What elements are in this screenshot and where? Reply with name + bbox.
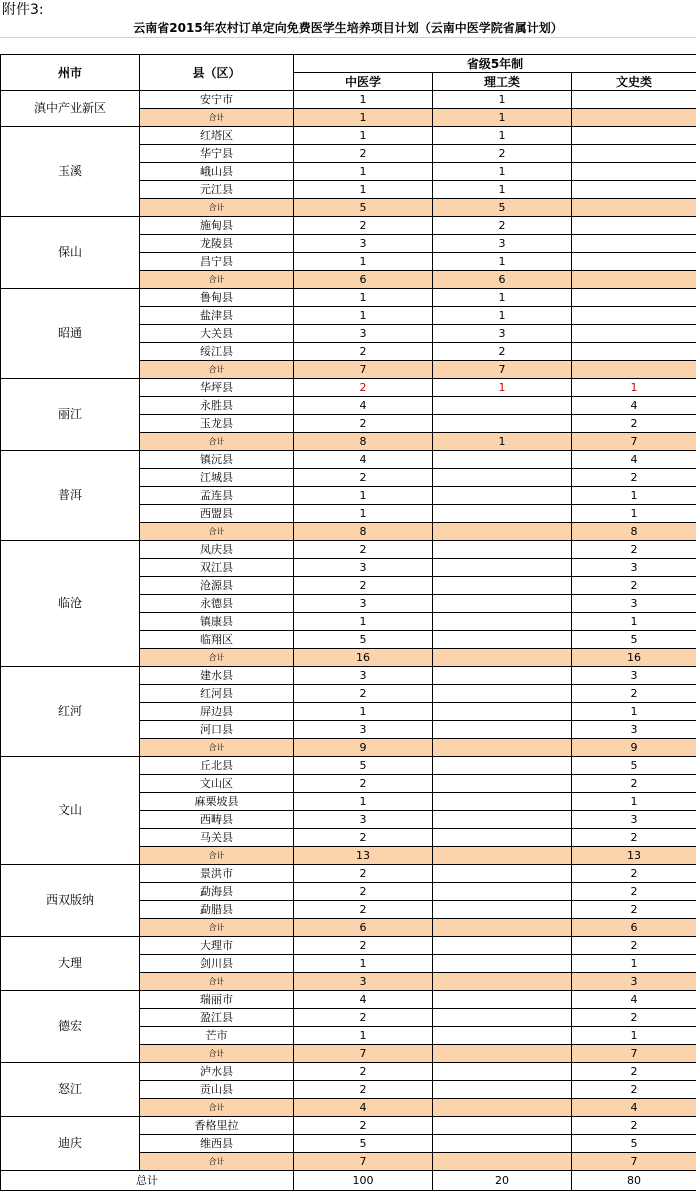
subtotal-label: 合计 — [140, 649, 294, 667]
arts-cell: 3 — [572, 559, 696, 577]
science-cell — [433, 721, 572, 739]
arts-cell: 2 — [572, 775, 696, 793]
county-cell: 芒市 — [140, 1027, 294, 1045]
tcm-cell: 3 — [294, 595, 433, 613]
science-cell: 1 — [433, 307, 572, 325]
tcm-cell: 2 — [294, 343, 433, 361]
subtotal-label: 合计 — [140, 1045, 294, 1063]
arts-cell: 3 — [572, 595, 696, 613]
header-tcm: 中医学 — [294, 73, 433, 91]
tcm-cell: 1 — [294, 505, 433, 523]
science-cell — [433, 541, 572, 559]
tcm-cell: 2 — [294, 1117, 433, 1135]
arts-cell — [572, 163, 696, 181]
county-cell: 华宁县 — [140, 145, 294, 163]
prefecture-cell: 红河 — [1, 667, 140, 757]
science-cell: 1 — [433, 91, 572, 109]
arts-cell: 2 — [572, 685, 696, 703]
subtotal-arts: 7 — [572, 1045, 696, 1063]
subtotal-tcm: 6 — [294, 271, 433, 289]
science-cell — [433, 703, 572, 721]
subtotal-tcm: 8 — [294, 523, 433, 541]
document-title: 云南省2015年农村订单定向免费医学生培养项目计划（云南中医学院省属计划） — [0, 19, 696, 37]
header-prefecture: 州市 — [1, 55, 140, 91]
science-cell — [433, 631, 572, 649]
plan-table — [0, 54, 696, 1191]
county-cell: 大关县 — [140, 325, 294, 343]
science-cell — [433, 901, 572, 919]
arts-cell: 1 — [572, 955, 696, 973]
tcm-cell: 5 — [294, 757, 433, 775]
header-row — [1, 55, 696, 73]
prefecture-cell: 大理 — [1, 937, 140, 991]
table-row — [1, 451, 696, 469]
subtotal-arts — [572, 199, 696, 217]
county-cell: 江城县 — [140, 469, 294, 487]
total-tcm: 100 — [294, 1171, 433, 1191]
arts-cell: 1 — [572, 487, 696, 505]
prefecture-cell: 西双版纳 — [1, 865, 140, 937]
tcm-cell: 2 — [294, 415, 433, 433]
arts-cell: 3 — [572, 721, 696, 739]
prefecture-cell: 德宏 — [1, 991, 140, 1063]
subtotal-label: 合计 — [140, 109, 294, 127]
science-cell — [433, 397, 572, 415]
header-science: 理工类 — [433, 73, 572, 91]
subtotal-science: 1 — [433, 109, 572, 127]
arts-cell: 2 — [572, 415, 696, 433]
arts-cell: 2 — [572, 1063, 696, 1081]
arts-cell — [572, 307, 696, 325]
subtotal-tcm: 7 — [294, 1045, 433, 1063]
subtotal-arts: 7 — [572, 1153, 696, 1171]
tcm-cell: 2 — [294, 541, 433, 559]
subtotal-tcm: 16 — [294, 649, 433, 667]
science-cell: 3 — [433, 235, 572, 253]
arts-cell — [572, 217, 696, 235]
science-cell — [433, 1081, 572, 1099]
arts-cell: 1 — [572, 505, 696, 523]
table-row — [1, 217, 696, 235]
arts-cell — [572, 289, 696, 307]
table-row — [1, 1117, 696, 1135]
subtotal-label: 合计 — [140, 523, 294, 541]
prefecture-cell: 普洱 — [1, 451, 140, 541]
county-cell: 麻栗坡县 — [140, 793, 294, 811]
tcm-cell: 5 — [294, 1135, 433, 1153]
tcm-cell: 1 — [294, 181, 433, 199]
county-cell: 河口县 — [140, 721, 294, 739]
prefecture-cell: 怒江 — [1, 1063, 140, 1117]
subtotal-label: 合计 — [140, 919, 294, 937]
county-cell: 鲁甸县 — [140, 289, 294, 307]
county-cell: 华坪县 — [140, 379, 294, 397]
table-row — [1, 865, 696, 883]
county-cell: 大理市 — [140, 937, 294, 955]
science-cell — [433, 829, 572, 847]
science-cell — [433, 955, 572, 973]
science-cell: 1 — [433, 127, 572, 145]
science-cell — [433, 1135, 572, 1153]
tcm-cell: 2 — [294, 469, 433, 487]
subtotal-science: 1 — [433, 433, 572, 451]
tcm-cell: 2 — [294, 379, 433, 397]
table-row — [1, 991, 696, 1009]
subtotal-science — [433, 739, 572, 757]
arts-cell: 4 — [572, 451, 696, 469]
tcm-cell: 3 — [294, 325, 433, 343]
total-label: 总计 — [1, 1171, 294, 1191]
arts-cell: 1 — [572, 379, 696, 397]
total-row — [1, 1171, 696, 1191]
tcm-cell: 2 — [294, 865, 433, 883]
science-cell — [433, 757, 572, 775]
subtotal-science — [433, 1045, 572, 1063]
tcm-cell: 2 — [294, 1063, 433, 1081]
arts-cell: 2 — [572, 901, 696, 919]
science-cell — [433, 577, 572, 595]
science-cell — [433, 775, 572, 793]
county-cell: 香格里拉 — [140, 1117, 294, 1135]
subtotal-tcm: 3 — [294, 973, 433, 991]
county-cell: 昌宁县 — [140, 253, 294, 271]
subtotal-science — [433, 523, 572, 541]
arts-cell — [572, 127, 696, 145]
subtotal-tcm: 4 — [294, 1099, 433, 1117]
subtotal-label: 合计 — [140, 199, 294, 217]
table-row — [1, 937, 696, 955]
tcm-cell: 2 — [294, 577, 433, 595]
subtotal-science — [433, 973, 572, 991]
subtotal-tcm: 1 — [294, 109, 433, 127]
county-cell: 安宁市 — [140, 91, 294, 109]
subtotal-label: 合计 — [140, 271, 294, 289]
arts-cell: 2 — [572, 883, 696, 901]
county-cell: 沧源县 — [140, 577, 294, 595]
science-cell: 2 — [433, 343, 572, 361]
science-cell — [433, 685, 572, 703]
science-cell — [433, 793, 572, 811]
subtotal-arts — [572, 109, 696, 127]
table-row — [1, 91, 696, 109]
science-cell — [433, 505, 572, 523]
tcm-cell: 3 — [294, 559, 433, 577]
science-cell: 1 — [433, 289, 572, 307]
subtotal-tcm: 5 — [294, 199, 433, 217]
arts-cell: 2 — [572, 937, 696, 955]
county-cell: 镇康县 — [140, 613, 294, 631]
science-cell: 1 — [433, 253, 572, 271]
subtotal-arts: 13 — [572, 847, 696, 865]
arts-cell: 2 — [572, 1117, 696, 1135]
arts-cell: 4 — [572, 991, 696, 1009]
arts-cell: 2 — [572, 829, 696, 847]
tcm-cell: 3 — [294, 811, 433, 829]
subtotal-label: 合计 — [140, 1099, 294, 1117]
subtotal-science — [433, 649, 572, 667]
science-cell: 1 — [433, 163, 572, 181]
subtotal-tcm: 8 — [294, 433, 433, 451]
table-row — [1, 541, 696, 559]
subtotal-science — [433, 847, 572, 865]
prefecture-cell: 滇中产业新区 — [1, 91, 140, 127]
prefecture-cell: 保山 — [1, 217, 140, 289]
arts-cell: 5 — [572, 1135, 696, 1153]
county-cell: 西盟县 — [140, 505, 294, 523]
county-cell: 文山区 — [140, 775, 294, 793]
tcm-cell: 2 — [294, 775, 433, 793]
science-cell: 2 — [433, 217, 572, 235]
science-cell — [433, 415, 572, 433]
table-row — [1, 667, 696, 685]
science-cell — [433, 1027, 572, 1045]
header-county: 县（区） — [140, 55, 294, 91]
annex-label: 附件3: — [2, 1, 44, 19]
county-cell: 临翔区 — [140, 631, 294, 649]
subtotal-tcm: 7 — [294, 361, 433, 379]
county-cell: 镇沅县 — [140, 451, 294, 469]
arts-cell: 1 — [572, 1027, 696, 1045]
arts-cell: 2 — [572, 541, 696, 559]
arts-cell: 3 — [572, 667, 696, 685]
county-cell: 屏边县 — [140, 703, 294, 721]
county-cell: 元江县 — [140, 181, 294, 199]
tcm-cell: 2 — [294, 901, 433, 919]
tcm-cell: 2 — [294, 685, 433, 703]
tcm-cell: 3 — [294, 667, 433, 685]
county-cell: 维西县 — [140, 1135, 294, 1153]
arts-cell: 5 — [572, 757, 696, 775]
county-cell: 施甸县 — [140, 217, 294, 235]
county-cell: 永德县 — [140, 595, 294, 613]
prefecture-cell: 昭通 — [1, 289, 140, 379]
tcm-cell: 1 — [294, 91, 433, 109]
arts-cell — [572, 91, 696, 109]
arts-cell — [572, 325, 696, 343]
arts-cell: 1 — [572, 613, 696, 631]
table-row — [1, 289, 696, 307]
subtotal-arts: 8 — [572, 523, 696, 541]
subtotal-arts: 16 — [572, 649, 696, 667]
county-cell: 建水县 — [140, 667, 294, 685]
county-cell: 盐津县 — [140, 307, 294, 325]
arts-cell: 2 — [572, 577, 696, 595]
county-cell: 泸水县 — [140, 1063, 294, 1081]
subtotal-tcm: 7 — [294, 1153, 433, 1171]
arts-cell: 2 — [572, 865, 696, 883]
county-cell: 马关县 — [140, 829, 294, 847]
table-row — [1, 1063, 696, 1081]
tcm-cell: 5 — [294, 631, 433, 649]
prefecture-cell: 文山 — [1, 757, 140, 865]
tcm-cell: 3 — [294, 721, 433, 739]
science-cell — [433, 1063, 572, 1081]
subtotal-arts: 6 — [572, 919, 696, 937]
county-cell: 玉龙县 — [140, 415, 294, 433]
county-cell: 贡山县 — [140, 1081, 294, 1099]
science-cell — [433, 991, 572, 1009]
tcm-cell: 1 — [294, 703, 433, 721]
arts-cell — [572, 181, 696, 199]
total-science: 20 — [433, 1171, 572, 1191]
tcm-cell: 1 — [294, 1027, 433, 1045]
tcm-cell: 1 — [294, 307, 433, 325]
header-program-group: 省级5年制 — [294, 55, 696, 73]
tcm-cell: 1 — [294, 793, 433, 811]
science-cell — [433, 595, 572, 613]
prefecture-cell: 玉溪 — [1, 127, 140, 217]
tcm-cell: 1 — [294, 253, 433, 271]
tcm-cell: 1 — [294, 127, 433, 145]
science-cell — [433, 469, 572, 487]
county-cell: 红塔区 — [140, 127, 294, 145]
tcm-cell: 2 — [294, 145, 433, 163]
total-arts: 80 — [572, 1171, 696, 1191]
subtotal-label: 合计 — [140, 1153, 294, 1171]
tcm-cell: 2 — [294, 883, 433, 901]
subtotal-arts: 4 — [572, 1099, 696, 1117]
county-cell: 绥江县 — [140, 343, 294, 361]
science-cell — [433, 811, 572, 829]
arts-cell: 4 — [572, 397, 696, 415]
county-cell: 丘北县 — [140, 757, 294, 775]
tcm-cell: 4 — [294, 397, 433, 415]
tcm-cell: 1 — [294, 289, 433, 307]
county-cell: 孟连县 — [140, 487, 294, 505]
tcm-cell: 2 — [294, 1081, 433, 1099]
science-cell — [433, 865, 572, 883]
county-cell: 勐腊县 — [140, 901, 294, 919]
table-row — [1, 757, 696, 775]
arts-cell: 2 — [572, 1081, 696, 1099]
tcm-cell: 4 — [294, 991, 433, 1009]
arts-cell: 3 — [572, 811, 696, 829]
arts-cell: 2 — [572, 1009, 696, 1027]
subtotal-science: 5 — [433, 199, 572, 217]
header-arts: 文史类 — [572, 73, 696, 91]
subtotal-tcm: 9 — [294, 739, 433, 757]
tcm-cell: 1 — [294, 163, 433, 181]
subtotal-label: 合计 — [140, 739, 294, 757]
science-cell: 1 — [433, 181, 572, 199]
subtotal-tcm: 6 — [294, 919, 433, 937]
subtotal-science — [433, 1099, 572, 1117]
prefecture-cell: 迪庆 — [1, 1117, 140, 1171]
plan-body — [1, 91, 696, 1191]
science-cell — [433, 1117, 572, 1135]
table-row — [1, 127, 696, 145]
prefecture-cell: 丽江 — [1, 379, 140, 451]
subtotal-arts — [572, 271, 696, 289]
subtotal-label: 合计 — [140, 847, 294, 865]
prefecture-cell: 临沧 — [1, 541, 140, 667]
county-cell: 盈江县 — [140, 1009, 294, 1027]
science-cell — [433, 1009, 572, 1027]
table-row — [1, 379, 696, 397]
subtotal-science: 7 — [433, 361, 572, 379]
county-cell: 剑川县 — [140, 955, 294, 973]
subtotal-science: 6 — [433, 271, 572, 289]
arts-cell — [572, 343, 696, 361]
arts-cell: 5 — [572, 631, 696, 649]
science-cell — [433, 487, 572, 505]
subtotal-science — [433, 919, 572, 937]
tcm-cell: 2 — [294, 829, 433, 847]
tcm-cell: 3 — [294, 235, 433, 253]
science-cell — [433, 937, 572, 955]
county-cell: 景洪市 — [140, 865, 294, 883]
county-cell: 瑞丽市 — [140, 991, 294, 1009]
subtotal-arts: 3 — [572, 973, 696, 991]
tcm-cell: 2 — [294, 217, 433, 235]
county-cell: 龙陵县 — [140, 235, 294, 253]
subtotal-arts: 7 — [572, 433, 696, 451]
subtotal-tcm: 13 — [294, 847, 433, 865]
arts-cell — [572, 235, 696, 253]
tcm-cell: 1 — [294, 613, 433, 631]
county-cell: 勐海县 — [140, 883, 294, 901]
science-cell — [433, 667, 572, 685]
subtotal-label: 合计 — [140, 361, 294, 379]
county-cell: 双江县 — [140, 559, 294, 577]
county-cell: 永胜县 — [140, 397, 294, 415]
science-cell: 2 — [433, 145, 572, 163]
county-cell: 西畴县 — [140, 811, 294, 829]
subtotal-label: 合计 — [140, 433, 294, 451]
subtotal-arts — [572, 361, 696, 379]
arts-cell: 1 — [572, 793, 696, 811]
divider-line — [0, 37, 696, 38]
tcm-cell: 2 — [294, 937, 433, 955]
arts-cell: 1 — [572, 703, 696, 721]
county-cell: 凤庆县 — [140, 541, 294, 559]
tcm-cell: 1 — [294, 487, 433, 505]
science-cell — [433, 613, 572, 631]
arts-cell: 2 — [572, 469, 696, 487]
subtotal-science — [433, 1153, 572, 1171]
tcm-cell: 4 — [294, 451, 433, 469]
science-cell — [433, 559, 572, 577]
county-cell: 峨山县 — [140, 163, 294, 181]
science-cell: 1 — [433, 379, 572, 397]
arts-cell — [572, 253, 696, 271]
science-cell: 3 — [433, 325, 572, 343]
subtotal-label: 合计 — [140, 973, 294, 991]
tcm-cell: 1 — [294, 955, 433, 973]
subtotal-arts: 9 — [572, 739, 696, 757]
science-cell — [433, 883, 572, 901]
county-cell: 红河县 — [140, 685, 294, 703]
arts-cell — [572, 145, 696, 163]
tcm-cell: 2 — [294, 1009, 433, 1027]
science-cell — [433, 451, 572, 469]
